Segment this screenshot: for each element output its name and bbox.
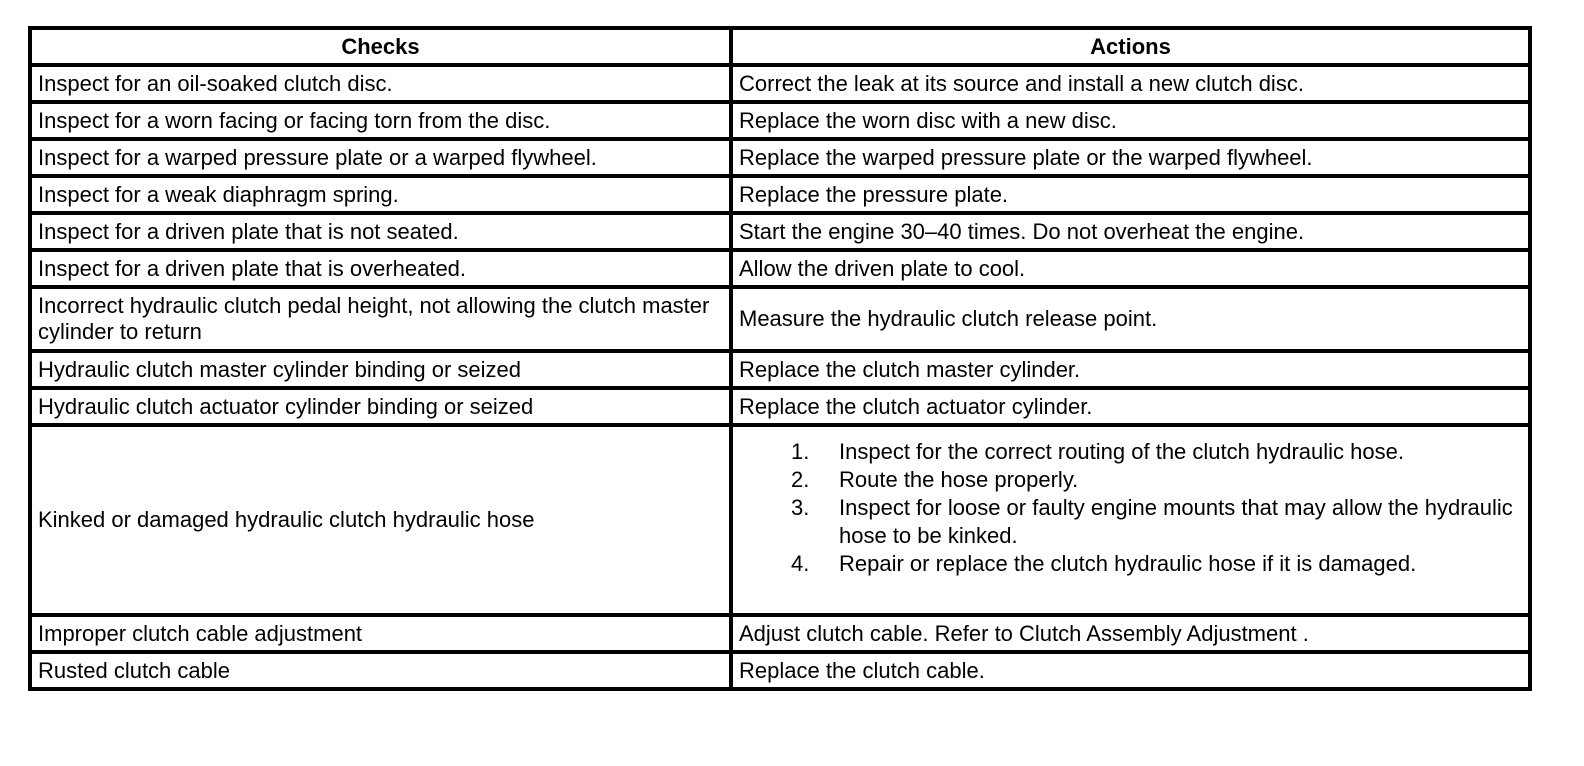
table-row [30,65,1530,102]
list-item [739,466,1522,494]
action-cell: Correct the leak at its source and install a new clutch disc. [731,65,1530,102]
step-number: 1. [791,439,810,464]
table-row [30,250,1530,287]
step-number: 2. [791,467,810,492]
action-cell: Replace the clutch actuator cylinder. [731,388,1530,425]
check-cell: Inspect for a driven plate that is not seated. [30,213,731,250]
action-cell [731,425,1530,615]
action-cell: Adjust clutch cable. Refer to Clutch Assembly Adjustment . [731,615,1530,652]
step-text: Repair or replace the clutch hydraulic hose if it is damaged. [839,551,1417,576]
table-row [30,176,1530,213]
table-row [30,351,1530,388]
check-cell: Hydraulic clutch actuator cylinder binding or seized [30,388,731,425]
step-text: Inspect for loose or faulty engine mounts that may allow the hydraulic hose to be kinked. [839,495,1513,548]
step-number: 3. [791,495,810,520]
check-cell: Inspect for a warped pressure plate or a warped flywheel. [30,139,731,176]
table-row [30,213,1530,250]
action-cell: Start the engine 30–40 times. Do not overheat the engine. [731,213,1530,250]
check-cell: Rusted clutch cable [30,652,731,689]
action-cell: Replace the clutch cable. [731,652,1530,689]
action-cell: Replace the clutch master cylinder. [731,351,1530,388]
list-item [739,494,1522,550]
check-cell: Incorrect hydraulic clutch pedal height, not allowing the clutch master cylinder to return [30,287,731,351]
action-steps-list [739,438,1522,578]
troubleshooting-table-container [28,26,1528,691]
check-cell: Inspect for a driven plate that is overheated. [30,250,731,287]
table-row [30,652,1530,689]
action-cell: Replace the warped pressure plate or the warped flywheel. [731,139,1530,176]
header-row [30,28,1530,65]
header-actions: Actions [731,28,1530,65]
table-row [30,287,1530,351]
table-row [30,102,1530,139]
action-cell: Allow the driven plate to cool. [731,250,1530,287]
check-cell: Improper clutch cable adjustment [30,615,731,652]
list-item [739,438,1522,466]
check-cell: Hydraulic clutch master cylinder binding or seized [30,351,731,388]
table-row [30,139,1530,176]
list-item [739,550,1522,578]
step-text: Route the hose properly. [839,467,1079,492]
check-cell: Inspect for an oil-soaked clutch disc. [30,65,731,102]
header-checks: Checks [30,28,731,65]
check-cell: Inspect for a worn facing or facing torn from the disc. [30,102,731,139]
action-cell: Replace the pressure plate. [731,176,1530,213]
table-row [30,425,1530,615]
action-cell: Measure the hydraulic clutch release point. [731,287,1530,351]
check-cell: Kinked or damaged hydraulic clutch hydraulic hose [30,425,731,615]
checks-actions-table [28,26,1532,691]
table-row [30,388,1530,425]
table-row [30,615,1530,652]
step-number: 4. [791,551,810,576]
check-cell: Inspect for a weak diaphragm spring. [30,176,731,213]
action-cell: Replace the worn disc with a new disc. [731,102,1530,139]
step-text: Inspect for the correct routing of the clutch hydraulic hose. [839,439,1404,464]
